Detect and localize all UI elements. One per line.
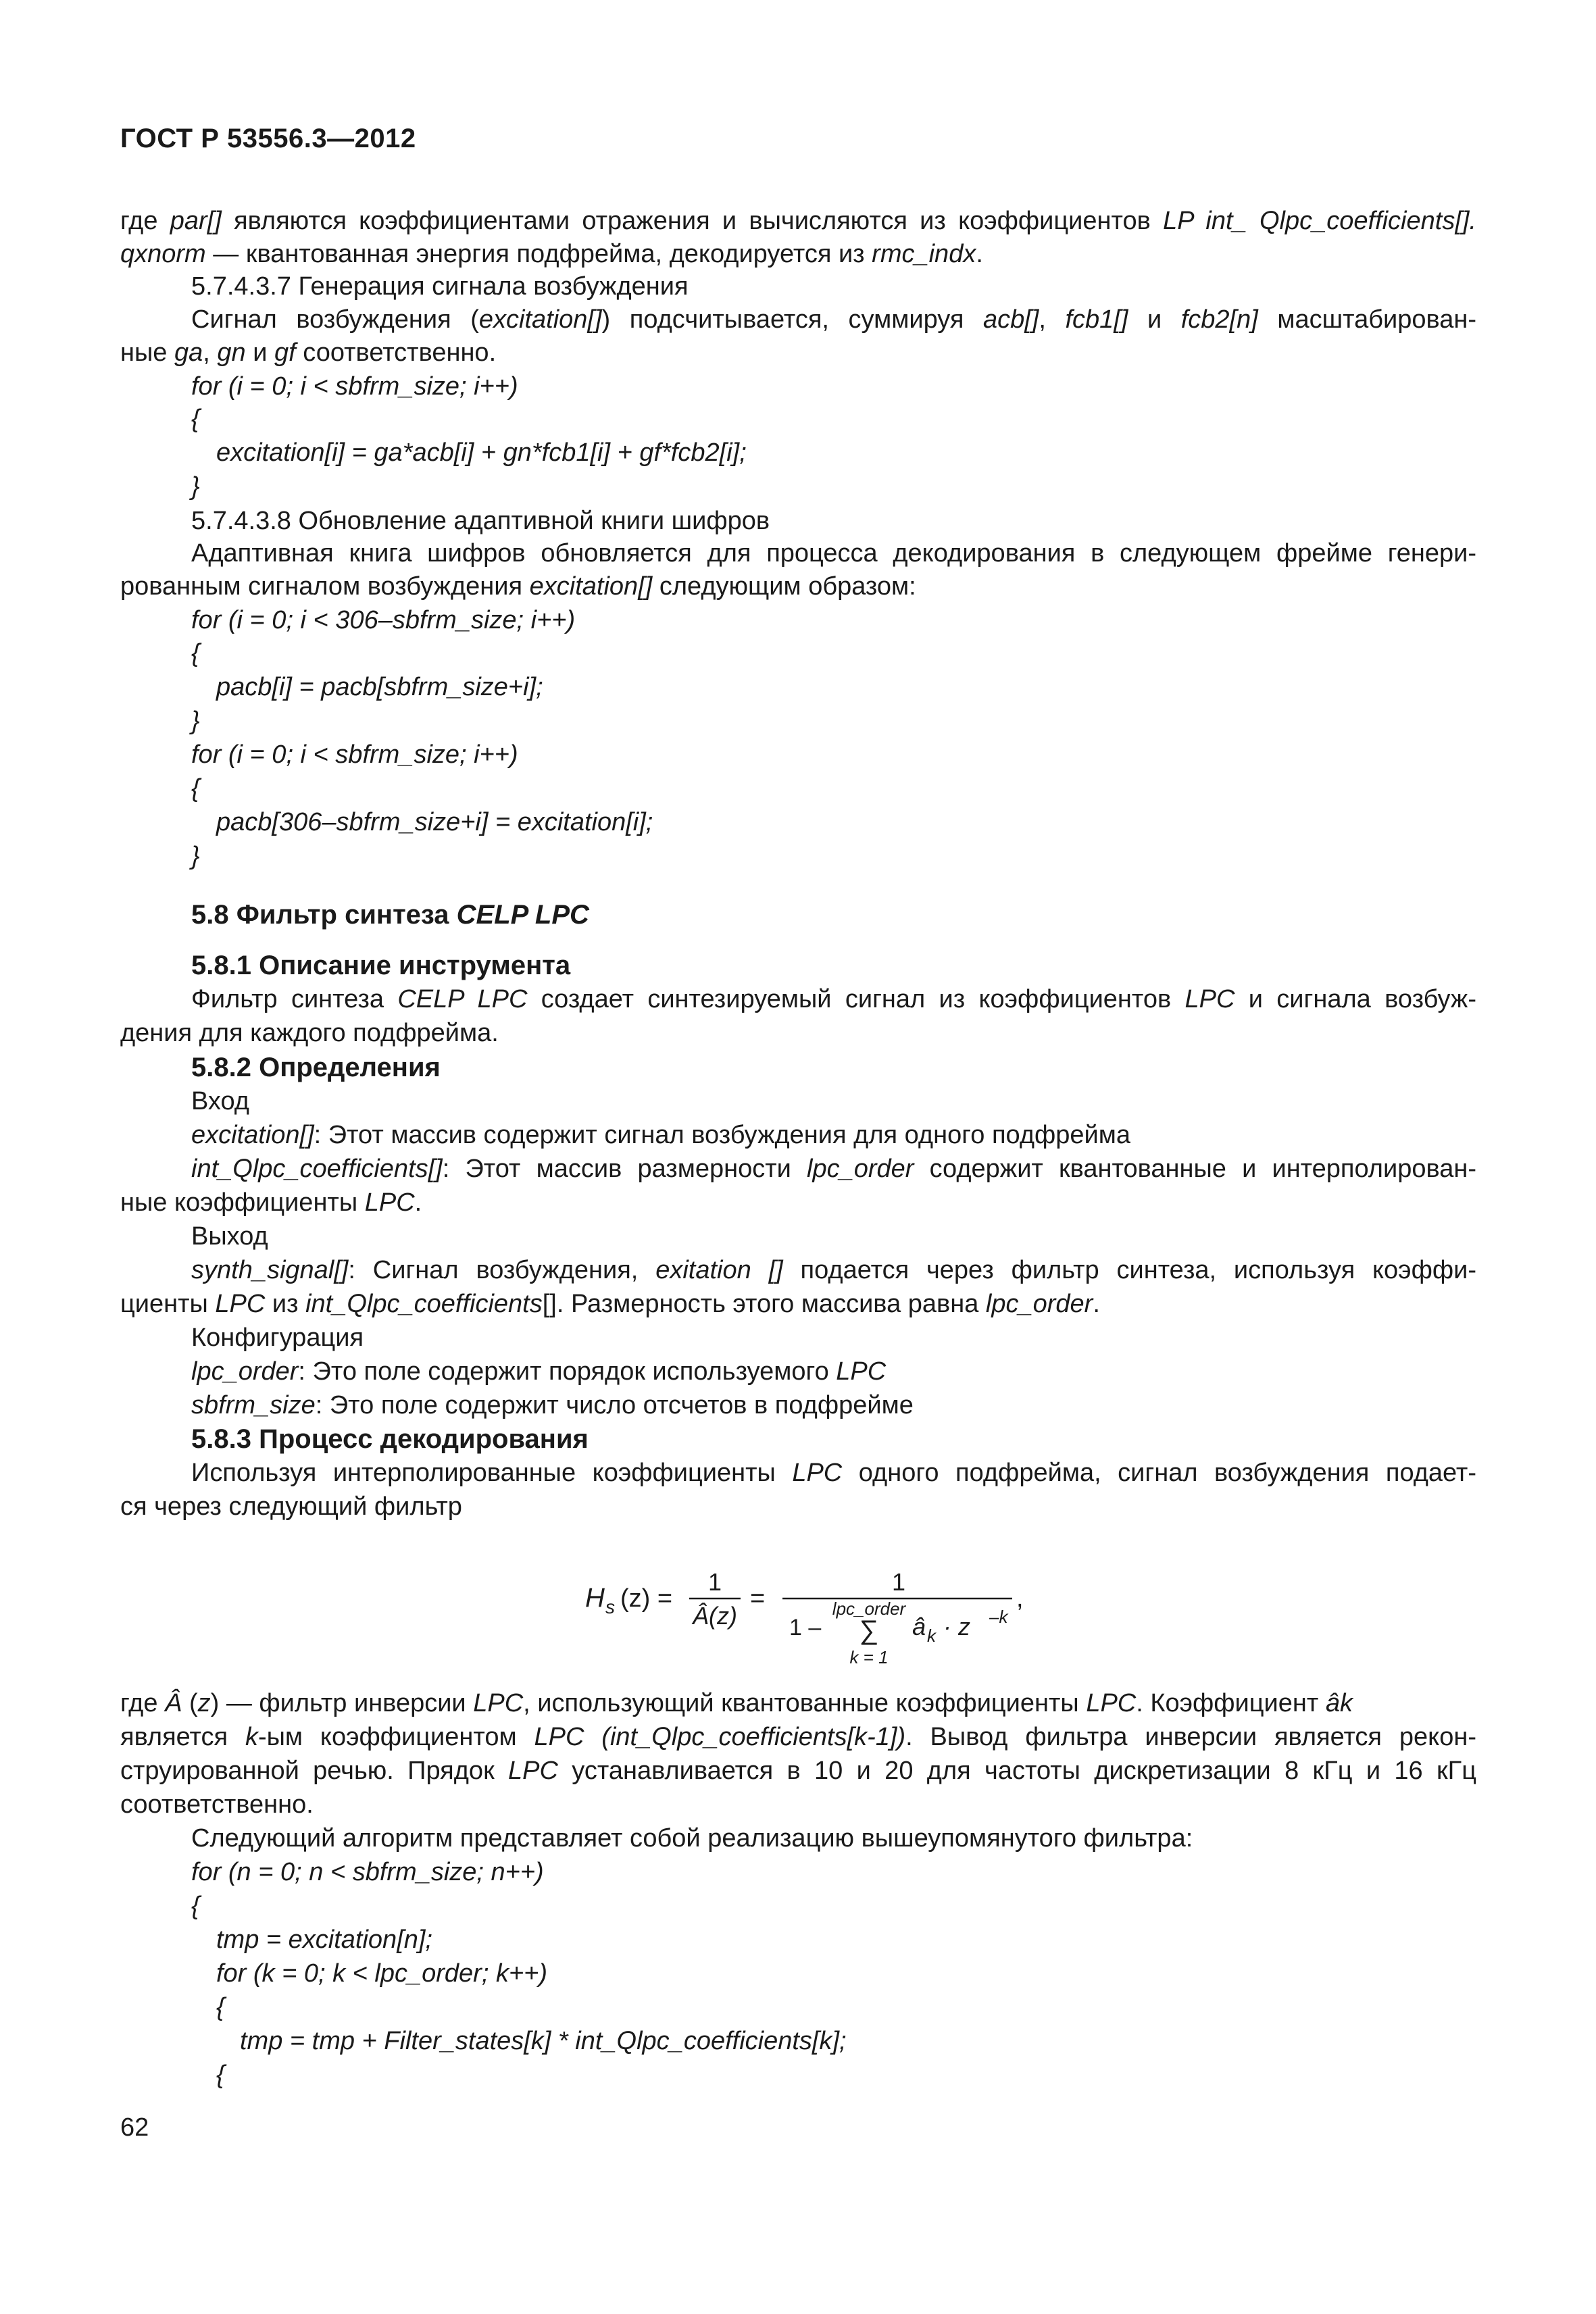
- text-line: [191, 1085, 249, 1117]
- text-line: [191, 1856, 544, 1888]
- text-run: 5.7.4.3.7 Генерация сигнала возбуждения: [191, 272, 689, 301]
- text-run: LPC: [1086, 1689, 1137, 1717]
- text-run: fcb1[]: [1065, 305, 1128, 334]
- text-line: [216, 1957, 547, 1990]
- text-run: LPC: [364, 1188, 415, 1217]
- text-run: excitation[]: [529, 572, 653, 601]
- text-run: LPC: [792, 1459, 843, 1487]
- text-line: [120, 1721, 1476, 1753]
- text-run: . Коэффициент: [1136, 1689, 1326, 1717]
- text-line: [191, 705, 200, 737]
- text-run: par[]: [170, 207, 222, 235]
- text-run: lpc_order: [807, 1155, 914, 1183]
- text-run: qxnorm: [120, 240, 206, 268]
- text-run: циенты: [120, 1290, 216, 1318]
- text-line: [120, 1490, 462, 1523]
- text-run: соответственно.: [295, 338, 497, 367]
- text-line: [191, 983, 1476, 1015]
- text-line: [240, 2025, 847, 2057]
- text-line: [191, 1822, 1193, 1855]
- text-run: sbfrm_size: [191, 1391, 316, 1419]
- formula-num1: 1: [707, 1568, 722, 1596]
- text-run: ные: [120, 338, 174, 367]
- text-run: acb[]: [982, 305, 1039, 334]
- formula-term-rest: · z: [943, 1613, 970, 1640]
- text-run: . Вывод фильтра инверсии является рекон-: [905, 1723, 1476, 1751]
- text-line: [216, 671, 543, 703]
- text-run: {: [191, 1892, 200, 1920]
- text-run: : Сигнал возбуждения,: [348, 1256, 656, 1284]
- text-line: [216, 806, 653, 838]
- formula-term-exp: –k: [989, 1607, 1008, 1627]
- text-run: -ым коэффициентом: [257, 1723, 534, 1751]
- text-line: [216, 436, 747, 469]
- text-run: LP int_ Qlpc_coefficients[].: [1163, 207, 1476, 235]
- text-line: [191, 949, 570, 982]
- text-line: [191, 840, 200, 872]
- text-line: [191, 370, 518, 403]
- text-line: [191, 1423, 589, 1455]
- text-line: [191, 1890, 200, 1922]
- text-line: [191, 270, 689, 303]
- text-run: ,: [1039, 305, 1066, 334]
- text-run: CELP LPC: [397, 985, 528, 1013]
- text-line: [191, 637, 200, 670]
- text-run: gf: [274, 338, 296, 367]
- text-line: [191, 1389, 914, 1422]
- text-line: [191, 604, 575, 636]
- text-run: , использующий квантованные коэффициенты: [523, 1689, 1087, 1717]
- text-run: — квантованная энергия подфрейма, декодируется из: [205, 240, 872, 268]
- text-run: одного подфрейма, сигнал возбуждения подает-: [842, 1459, 1476, 1487]
- text-run: ) подсчитывается, суммируя: [601, 305, 983, 334]
- text-line: [191, 899, 589, 931]
- formula-term: â: [912, 1613, 926, 1640]
- text-run: Выход: [191, 1222, 268, 1251]
- text-run: является: [120, 1723, 245, 1751]
- text-line: [120, 205, 1476, 237]
- text-run: : Этот массив размерности: [442, 1155, 807, 1183]
- text-line: [120, 570, 916, 603]
- text-run: .: [414, 1188, 422, 1217]
- text-line: [120, 1186, 422, 1219]
- text-run: lpc_order: [985, 1290, 1093, 1318]
- text-run: for (i = 0; i < 306–sbfrm_size; i++): [191, 606, 576, 634]
- text-run: int_Qlpc_coefficients[]: [191, 1155, 443, 1183]
- text-run: LPC: [508, 1757, 558, 1785]
- text-run: и: [1128, 305, 1181, 334]
- text-run: ga: [174, 338, 203, 367]
- text-run: {: [216, 2061, 225, 2089]
- text-run: рованным сигналом возбуждения: [120, 572, 530, 601]
- text-run: следующим образом:: [652, 572, 916, 601]
- text-line: [191, 772, 200, 805]
- text-run: из: [265, 1290, 306, 1318]
- text-run: Â: [165, 1689, 182, 1717]
- text-run: rmc_indx: [872, 240, 976, 268]
- text-line: [120, 1755, 1476, 1787]
- text-line: [191, 1153, 1476, 1185]
- text-run: (: [182, 1689, 198, 1717]
- text-run: for (k = 0; k < lpc_order; k++): [216, 1959, 547, 1988]
- text-run: int_Qlpc_coefficients: [305, 1290, 543, 1318]
- text-run: {: [191, 405, 200, 433]
- text-run: gn: [217, 338, 246, 367]
- text-run: for (n = 0; n < sbfrm_size; n++): [191, 1858, 544, 1886]
- formula-den1: Â(z): [693, 1602, 737, 1630]
- text-run: âk: [1325, 1689, 1353, 1717]
- text-run: ные коэффициенты: [120, 1188, 365, 1217]
- text-run: дения для каждого подфрейма.: [120, 1019, 499, 1047]
- text-run: excitation[i] = ga*acb[i] + gn*fcb1[i] + gf*fcb2[i];: [216, 438, 747, 467]
- text-run: CELP LPC: [456, 900, 589, 930]
- text-run: : Это поле содержит число отсчетов в подфрейме: [315, 1391, 914, 1419]
- text-run: pacb[306–sbfrm_size+i] = excitation[i];: [216, 808, 653, 836]
- text-run: {: [216, 1993, 225, 2021]
- text-run: ся через следующий фильтр: [120, 1492, 462, 1521]
- formula-term-sub: k: [927, 1626, 936, 1646]
- text-run: соответственно.: [120, 1790, 314, 1819]
- text-run: масштабирован-: [1257, 305, 1476, 334]
- text-run: Адаптивная книга шифров обновляется для процесса декодирования в следующем фрейме генери-: [191, 539, 1476, 568]
- text-run: и: [245, 338, 275, 367]
- text-line: [191, 738, 518, 771]
- text-line: [120, 1288, 1100, 1320]
- text-line: [120, 238, 983, 270]
- formula-svg: [580, 1547, 1039, 1669]
- formula-lhs-sub: s: [605, 1596, 615, 1617]
- text-line: [120, 336, 496, 369]
- text-line: [120, 1687, 1353, 1719]
- text-line: [191, 303, 1476, 336]
- text-run: {: [191, 774, 200, 803]
- text-run: []. Размерность этого массива равна: [542, 1290, 986, 1318]
- text-run: tmp = tmp + Filter_states[k] * int_Qlpc_coefficients[k];: [240, 2027, 847, 2055]
- text-run: и сигнала возбуж-: [1235, 985, 1476, 1013]
- synthesis-filter-formula: [580, 1547, 1039, 1669]
- text-run: LPC: [473, 1689, 524, 1717]
- text-run: : Это поле содержит порядок используемого: [298, 1357, 837, 1386]
- text-run: .: [1093, 1290, 1100, 1318]
- text-run: где: [120, 207, 170, 235]
- text-run: содержит квантованные и интерполирован-: [914, 1155, 1476, 1183]
- text-line: [191, 1355, 886, 1388]
- text-run: }: [191, 842, 200, 870]
- text-line: [191, 470, 200, 503]
- text-run: exitation []: [655, 1256, 783, 1284]
- text-run: Следующий алгоритм представляет собой реализацию вышеупомянутого фильтра:: [191, 1824, 1193, 1853]
- text-run: .: [976, 240, 983, 268]
- text-run: 5.8.1 Описание инструмента: [191, 951, 571, 980]
- text-line: [191, 1457, 1476, 1489]
- page-number: 62: [120, 2113, 149, 2142]
- standard-header: ГОСТ Р 53556.3—2012: [120, 124, 416, 153]
- text-line: [191, 1051, 441, 1084]
- text-line: [191, 1254, 1476, 1286]
- formula-sum-bottom: k = 1: [849, 1647, 889, 1667]
- text-run: 5.8.2 Определения: [191, 1053, 441, 1082]
- text-line: [191, 1322, 364, 1354]
- formula-one-minus: 1 –: [789, 1615, 822, 1640]
- formula-eq: =: [750, 1584, 766, 1613]
- text-run: Вход: [191, 1087, 249, 1115]
- text-run: ) — фильтр инверсии: [210, 1689, 474, 1717]
- text-line: [191, 1119, 1130, 1151]
- text-line: [216, 1923, 432, 1956]
- text-line: [216, 2059, 225, 2091]
- text-line: [191, 505, 770, 537]
- text-line: [191, 1220, 268, 1253]
- text-run: LPC: [215, 1290, 266, 1318]
- text-line: [191, 537, 1476, 570]
- text-run: где: [120, 1689, 166, 1717]
- text-run: 5.8 Фильтр синтеза: [191, 900, 457, 930]
- text-run: 5.7.4.3.8 Обновление адаптивной книги шифров: [191, 507, 770, 535]
- text-run: k: [245, 1723, 258, 1751]
- text-run: Фильтр синтеза: [191, 985, 398, 1013]
- formula-sigma: ∑: [859, 1615, 879, 1645]
- text-line: [216, 1991, 225, 2023]
- text-run: synth_signal[]: [191, 1256, 349, 1284]
- text-run: Конфигурация: [191, 1324, 364, 1352]
- text-run: создает синтезируемый сигнал из коэффициентов: [527, 985, 1185, 1013]
- formula-sum-top: lpc_order: [832, 1599, 906, 1619]
- formula-lhs: H: [585, 1583, 605, 1613]
- text-run: ,: [203, 338, 218, 367]
- text-run: LPC: [836, 1357, 887, 1386]
- formula-num2: 1: [891, 1568, 906, 1596]
- text-run: : Этот массив содержит сигнал возбуждения для одного подфрейма: [314, 1121, 1131, 1149]
- text-line: [120, 1788, 314, 1821]
- text-line: [191, 403, 200, 435]
- text-run: подается через фильтр синтеза, используя коэффи-: [782, 1256, 1476, 1284]
- text-run: LPC: [1184, 985, 1235, 1013]
- text-run: tmp = excitation[n];: [216, 1926, 432, 1954]
- formula-lhs-arg: (z) =: [620, 1584, 673, 1613]
- text-run: 5.8.3 Процесс декодирования: [191, 1424, 589, 1454]
- text-run: струированной речью. Прядок: [120, 1757, 509, 1785]
- text-run: {: [191, 639, 200, 668]
- text-run: }: [191, 472, 200, 501]
- text-run: for (i = 0; i < sbfrm_size; i++): [191, 372, 518, 401]
- text-run: pacb[i] = pacb[sbfrm_size+i];: [216, 673, 543, 701]
- text-run: LPC (int_Qlpc_coefficients[k-1]): [534, 1723, 906, 1751]
- text-run: являются коэффициентами отражения и вычисляются из коэффициентов: [221, 207, 1164, 235]
- text-run: excitation[]: [191, 1121, 314, 1149]
- text-run: fcb2[n]: [1180, 305, 1258, 334]
- text-run: z: [197, 1689, 211, 1717]
- text-run: for (i = 0; i < sbfrm_size; i++): [191, 740, 518, 769]
- text-run: Сигнал возбуждения (: [191, 305, 479, 334]
- text-run: excitation[]: [478, 305, 602, 334]
- text-line: [120, 1017, 499, 1049]
- text-run: lpc_order: [191, 1357, 299, 1386]
- text-run: устанавливается в 10 и 20 для частоты дискретизации 8 кГц и 16 кГц: [557, 1757, 1476, 1785]
- formula-comma: ,: [1016, 1584, 1024, 1613]
- text-run: }: [191, 707, 200, 735]
- text-run: Используя интерполированные коэффициенты: [191, 1459, 793, 1487]
